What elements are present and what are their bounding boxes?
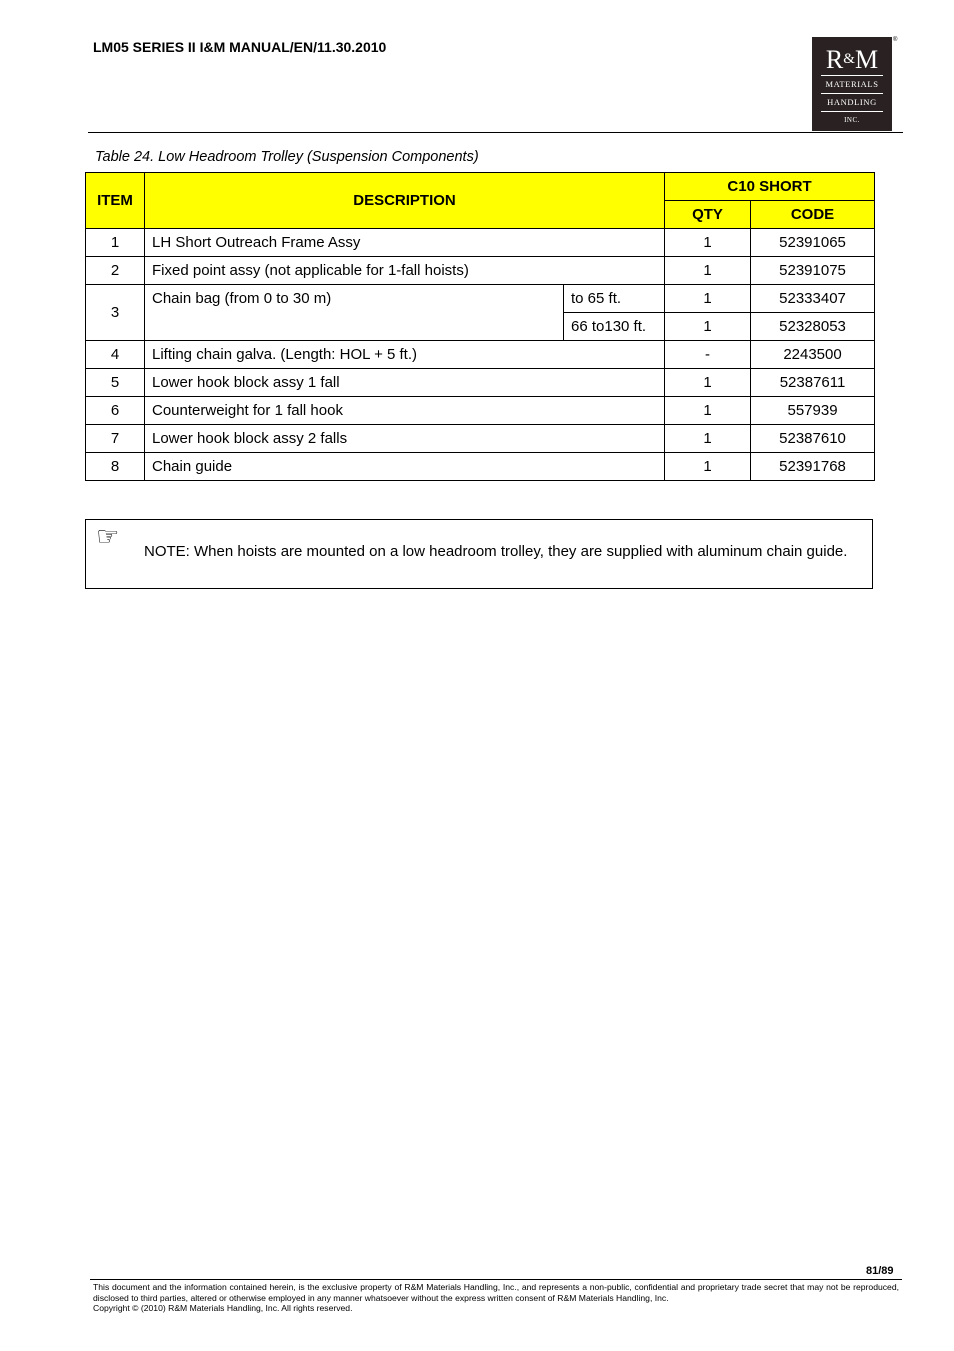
- cell-qty: 1: [665, 425, 751, 453]
- logo-monogram: R&M: [825, 45, 879, 74]
- table-row: [86, 369, 875, 397]
- logo-line-inc: INC.: [844, 116, 860, 124]
- parts-table: [85, 172, 875, 481]
- copyright-text: Copyright © (2010) R&M Materials Handling, Inc. All rights reserved.: [93, 1303, 353, 1313]
- cell-description: Fixed point assy (not applicable for 1-fall hoists): [145, 257, 665, 285]
- cell-description: Lifting chain galva. (Length: HOL + 5 ft.): [145, 341, 665, 369]
- header-qty: QTY: [665, 201, 751, 229]
- cell-description: Counterweight for 1 fall hook: [145, 397, 665, 425]
- header-divider: [88, 132, 903, 133]
- table-caption: Table 24. Low Headroom Trolley (Suspension Components): [95, 149, 479, 165]
- cell-item: 1: [86, 229, 145, 257]
- cell-code: 52391075: [751, 257, 875, 285]
- cell-qty: 1: [665, 453, 751, 481]
- logo-line-handling: HANDLING: [827, 97, 877, 107]
- logo-divider: [821, 93, 883, 94]
- cell-description: Chain guide: [145, 453, 665, 481]
- cell-qty: 1: [665, 229, 751, 257]
- cell-qty: 1: [665, 397, 751, 425]
- table-row: [86, 257, 875, 285]
- table-row: [86, 285, 875, 313]
- cell-item: 3: [86, 285, 145, 341]
- cell-item: 8: [86, 453, 145, 481]
- cell-qty: 1: [665, 313, 751, 341]
- cell-qty: 1: [665, 369, 751, 397]
- table-row: [86, 229, 875, 257]
- cell-code: 52391065: [751, 229, 875, 257]
- header-c10-short: C10 SHORT: [665, 173, 875, 201]
- document-title: LM05 SERIES II I&M MANUAL/EN/11.30.2010: [93, 39, 387, 55]
- header-description: DESCRIPTION: [145, 173, 665, 229]
- cell-item: 5: [86, 369, 145, 397]
- cell-description: Chain bag (from 0 to 30 m): [145, 285, 564, 341]
- cell-item: 7: [86, 425, 145, 453]
- cell-range: to 65 ft.: [564, 285, 665, 313]
- header-code: CODE: [751, 201, 875, 229]
- cell-description: Lower hook block assy 2 falls: [145, 425, 665, 453]
- cell-code: 2243500: [751, 341, 875, 369]
- footer-disclaimer: [93, 1282, 899, 1314]
- logo-divider: [821, 75, 883, 76]
- cell-code: 52328053: [751, 313, 875, 341]
- cell-code: 52387611: [751, 369, 875, 397]
- cell-description: Lower hook block assy 1 fall: [145, 369, 665, 397]
- table-row: [86, 397, 875, 425]
- company-logo: [812, 37, 892, 131]
- cell-item: 2: [86, 257, 145, 285]
- cell-code: 557939: [751, 397, 875, 425]
- disclaimer-text: This document and the information contained herein, is the exclusive property of R&M Materials Handling, Inc., and represents a non-public, confidential and proprietary trade secret that may not be reproduced, disclosed to third parties, altered or otherwise employed in any manner whatsoever without the express written consent of R&M Materials Handling, Inc.: [93, 1282, 899, 1303]
- cell-code: 52333407: [751, 285, 875, 313]
- table-row: [86, 341, 875, 369]
- logo-line-materials: MATERIALS: [825, 79, 879, 89]
- registered-mark: ®: [893, 37, 898, 43]
- note-box: [85, 519, 873, 589]
- cell-range: 66 to130 ft.: [564, 313, 665, 341]
- logo-divider: [821, 111, 883, 112]
- cell-description: LH Short Outreach Frame Assy: [145, 229, 665, 257]
- cell-item: 6: [86, 397, 145, 425]
- page-number: 81/89: [866, 1265, 894, 1277]
- table-row: [86, 453, 875, 481]
- cell-qty: 1: [665, 285, 751, 313]
- cell-code: 52391768: [751, 453, 875, 481]
- cell-qty: -: [665, 341, 751, 369]
- pointing-hand-icon: ☞: [96, 522, 120, 552]
- footer-divider: [90, 1279, 902, 1280]
- table-row: [86, 425, 875, 453]
- note-text: NOTE: When hoists are mounted on a low headroom trolley, they are supplied with aluminum chain guide.: [144, 543, 848, 560]
- cell-qty: 1: [665, 257, 751, 285]
- header-item: ITEM: [86, 173, 145, 229]
- cell-code: 52387610: [751, 425, 875, 453]
- table-header-row: [86, 173, 875, 201]
- cell-item: 4: [86, 341, 145, 369]
